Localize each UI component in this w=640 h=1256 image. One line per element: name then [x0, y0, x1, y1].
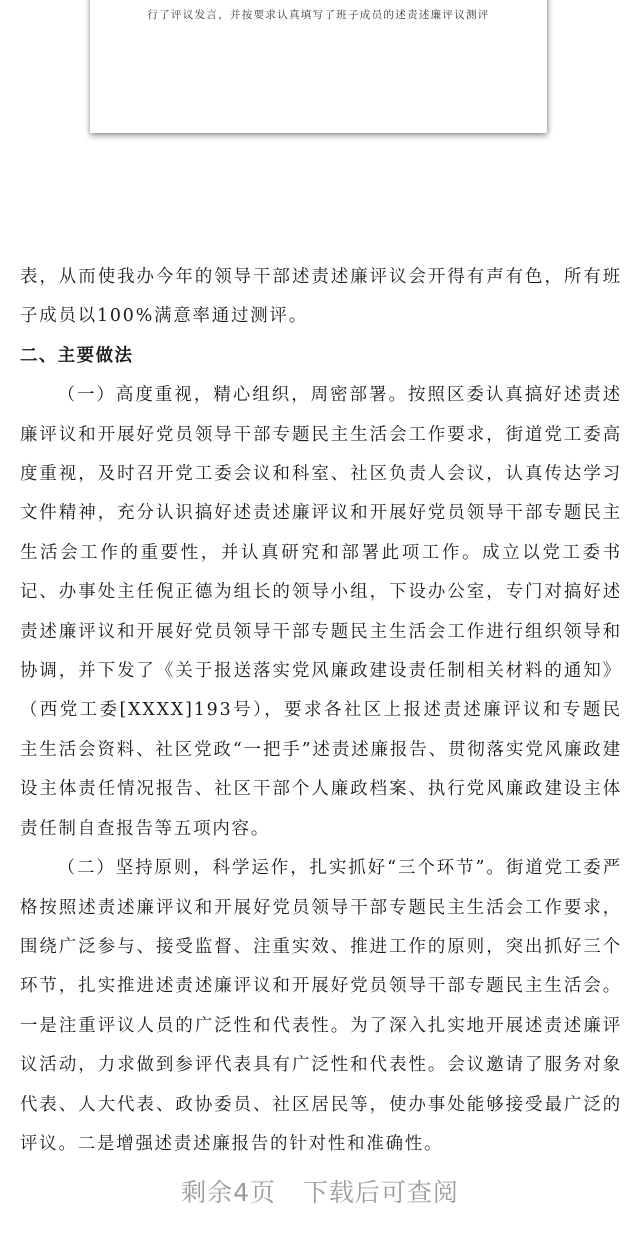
section-heading: 二、主要做法: [20, 345, 134, 366]
download-remaining-pages-link[interactable]: 剩余4页 下载后可查阅: [181, 1178, 459, 1207]
continuation-paragraph: 表，从而使我办今年的领导干部述责述廉评议会开得有声有色，所有班子成员以100%满意率通过测评。: [20, 267, 622, 327]
body-paragraph-2: （二）坚持原则，科学运作，扎实抓好“三个环节”。街道党工委严格按照述责述廉评议和开展好党员领导干部专题民主生活会工作要求，围绕广泛参与、接受监督、注重实效、推进工作的原则，突出抓好三个环节，扎实推进述责述廉评议和开展好党员领导干部专题民主生活会。一是注重评议人员的广泛性和代表性。为了深入扎实地开展述责述廉评议活动，力求做到参评代表具有广泛性和代表性。会议邀请了服务对象代表、人大代表、政协委员、社区居民等，使办事处能够接受最广泛的评议。二是增强述责述廉报告的针对性和准确性。: [20, 858, 622, 1154]
document-body: [20, 258, 622, 1164]
body-paragraph-1: （一）高度重视，精心组织，周密部署。按照区委认真搞好述责述廉评议和开展好党员领导干部专题民主生活会工作要求，街道党工委高度重视，及时召开党工委会议和科室、社区负责人会议，认真传达学习文件精神，充分认识搞好述责述廉评议和开展好党员领导干部专题民主生活会工作的重要性，并认真研究和部署此项工作。成立以党工委书记、办事处主任倪正德为组长的领导小组，下设办公室，专门对搞好述责述廉评议和开展好党员领导干部专题民主生活会工作进行组织领导和协调，并下发了《关于报送落实党风廉政建设责任制相关材料的通知》（西党工委[XXXX]193号），要求各社区上报述责述廉评议和专题民主生活会资料、社区党政“一把手”述责述廉报告、贯彻落实党风廉政建设主体责任情况报告、社区干部个人廉政档案、执行党风廉政建设主体责任制自查报告等五项内容。: [20, 385, 622, 839]
preview-text-line: 行了评议发言，并按要求认真填写了班子成员的述责述廉评议测评: [147, 9, 490, 21]
page-preview-card: [90, 0, 547, 133]
